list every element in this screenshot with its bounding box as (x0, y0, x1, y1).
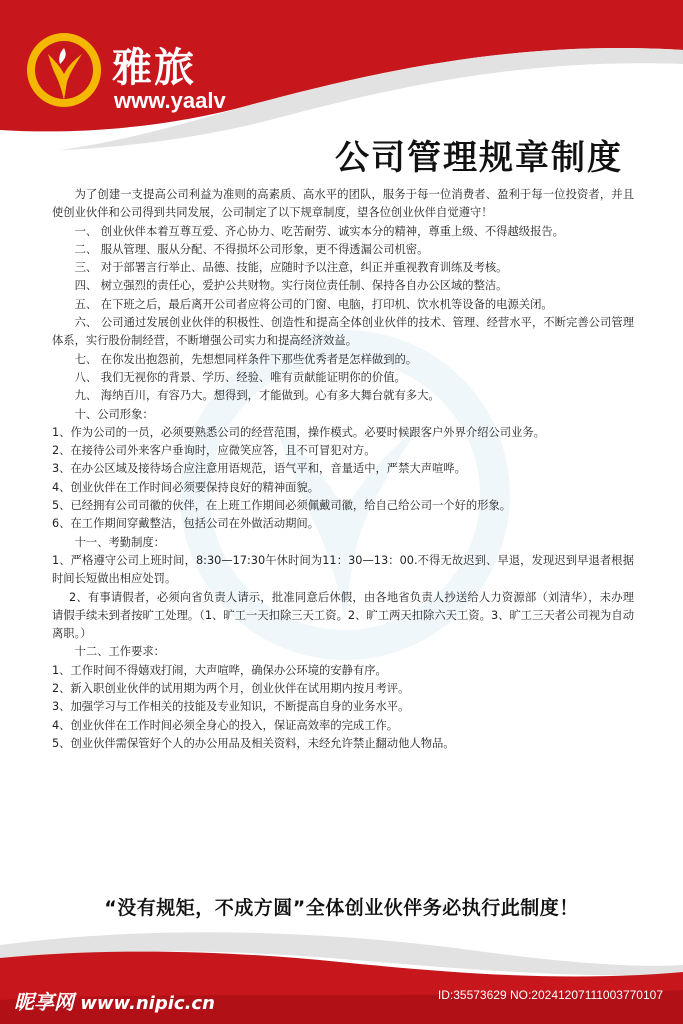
section-heading: 十、公司形象： (74, 407, 154, 421)
intro-paragraph: 为了创建一支提高公司利益为准则的高素质、高水平的团队，服务于每一位消费者、盈利于每一位投资者，并且使创业伙伴和公司得到共同发展，公司制定了以下规章制度，望各位创业伙伴自觉遵守！ (52, 188, 634, 220)
list-item: 5、创业伙伴需保管好个人的办公用品及相关资料，未经允许禁止翻动他人物品。 (52, 736, 455, 750)
rule-item: 三、 对于部署言行举止、品德、技能，应随时予以注意，纠正并重视教育训练及考核。 (74, 261, 508, 275)
rule-item: 九、 海纳百川，有容乃大。想得到，才能做到。心有多大舞台就有多大。 (74, 389, 440, 403)
regulations-body (52, 186, 634, 753)
section-heading: 十一、考勤制度： (74, 535, 165, 549)
rule-item: 四、 树立强烈的责任心，爱护公共财物。实行岗位责任制、保持各自办公区域的整洁。 (74, 279, 508, 293)
slogan: “没有规矩，不成方圆”全体创业伙伴务必执行此制度！ (104, 897, 579, 919)
list-item: 2、新入职创业伙伴的试用期为两个月，创业伙伴在试用期内按月考评。 (52, 682, 410, 696)
list-item: 3、在办公区域及接待场合应注意用语规范，语气平和，音量适中，严禁大声喧哗。 (52, 462, 466, 476)
list-item: 1、严格遵守公司上班时间，8:30—17:30午休时间为11：30—13：00.不得无故迟到、早退，发现迟到早退者根据时间长短做出相应处罚。 (52, 553, 634, 586)
rule-item: 二、 服从管理、服从分配、不得损坏公司形象，更不得透漏公司机密。 (74, 242, 429, 256)
list-item: 4、创业伙伴在工作时间必须要保持良好的精神面貌。 (52, 480, 320, 494)
yaalv-logo-icon (24, 30, 104, 110)
footer-watermark-site (14, 986, 215, 1015)
list-item: 4、创业伙伴在工作时间必须全身心的投入，保证高效率的完成工作。 (52, 718, 399, 732)
list-item: 2、有事请假者，必须向省负责人请示，批准同意后休假，由各地省负责人抄送给人力资源部（刘清华），未办理请假手续未到者按旷工处理。（1、旷工一天扣除三天工资。2、旷工两天扣除六天工资。3、旷工三天者公司视为自动离职。） (52, 590, 634, 641)
list-item: 5、已经拥有公司司徽的伙伴，在上班工作期间必须佩戴司徽，给自己给公司一个好的形象。 (52, 499, 512, 513)
brand-name: 雅旅 (112, 45, 196, 91)
list-item: 6、在工作期间穿戴整洁，包括公司在外做活动期间。 (52, 517, 320, 531)
footer-url: www.nipic.cn (80, 993, 215, 1014)
list-item: 2、在接待公司外来客户垂询时，应微笑应答，且不可冒犯对方。 (52, 444, 376, 458)
section-heading: 十二、工作要求： (74, 645, 165, 659)
rule-item: 七、 在你发出抱怨前，先想想同样条件下那些优秀者是怎样做到的。 (74, 352, 418, 366)
list-item: 3、加强学习与工作相关的技能及专业知识，不断提高自身的业务水平。 (52, 700, 410, 714)
rule-item: 六、 公司通过发展创业伙伴的积极性、创造性和提高全体创业伙伴的技术、管理、经营水平，不断完善公司管理体系，实行股份制经营，不断增强公司实力和提高经济效益。 (52, 316, 634, 348)
list-item: 1、作为公司的一员，必须要熟悉公司的经营范围，操作模式。必要时候跟客户外界介绍公司业务。 (52, 425, 545, 439)
brand-logo (24, 30, 244, 120)
footer-brand: 昵享网 (14, 990, 74, 1014)
rule-item: 一、 创业伙伴本着互尊互爱、齐心协力、吃苦耐劳、诚实本分的精神，尊重上级、不得越级报告。 (74, 224, 564, 238)
footer-image-id: ID:35573629 NO:20241207111003770107 (437, 988, 663, 1002)
page-title: 公司管理规章制度 (335, 138, 623, 178)
brand-url: www.yaalv (114, 88, 226, 113)
rule-item: 八、 我们无视你的背景、学历、经验、唯有贡献能证明你的价值。 (74, 370, 406, 384)
rule-item: 五、 在下班之后，最后离开公司者应将公司的门窗、电脑，打印机、饮水机等设备的电源关闭。 (74, 297, 553, 311)
list-item: 1、工作时间不得嬉戏打闹，大声喧哗，确保办公环境的安静有序。 (52, 663, 387, 677)
